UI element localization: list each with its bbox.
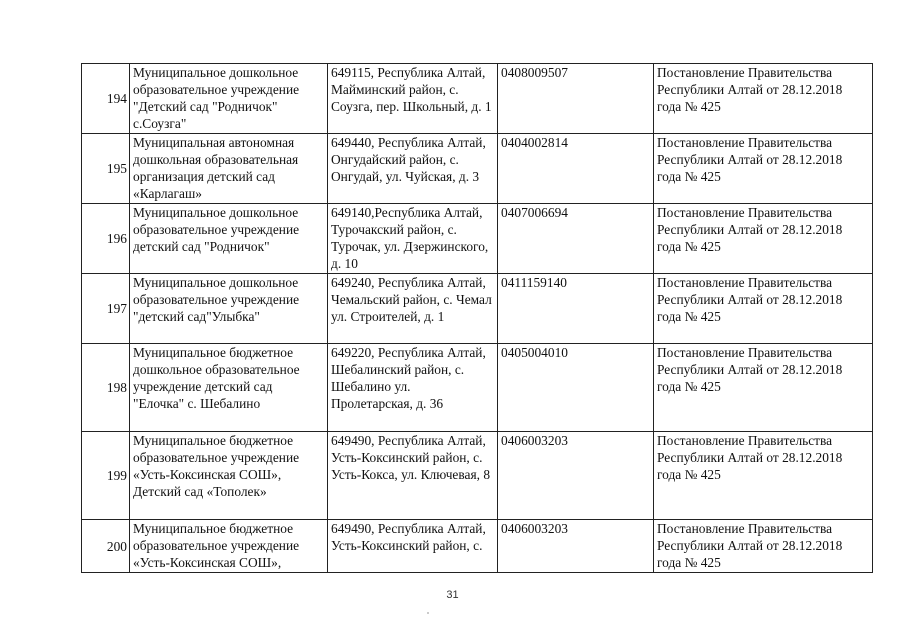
organization-address: 649140,Республика Алтай, Турочакский район, с. Турочак, ул. Дзержинского, д. 10 (328, 204, 498, 274)
row-number: 194 (82, 64, 130, 134)
scan-speck (427, 612, 429, 614)
row-number: 199 (82, 432, 130, 520)
organization-address: 649490, Республика Алтай, Усть-Коксинский район, с. (328, 520, 498, 573)
organizations-table (81, 63, 873, 573)
table-row (82, 64, 873, 134)
page-number: 31 (446, 589, 459, 601)
row-number: 197 (82, 274, 130, 344)
row-number: 198 (82, 344, 130, 432)
legal-basis: Постановление Правительства Республики Алтай от 28.12.2018 года № 425 (654, 520, 873, 573)
row-number: 196 (82, 204, 130, 274)
organization-name: Муниципальное бюджетное образовательное учреждение «Усть-Коксинская СОШ», Детский сад «Тополек» (130, 432, 328, 520)
organization-inn: 0408009507 (498, 64, 654, 134)
organization-inn: 0406003203 (498, 432, 654, 520)
organization-address: 649490, Республика Алтай, Усть-Коксинский район, с. Усть-Кокса, ул. Ключевая, 8 (328, 432, 498, 520)
organization-address: 649115, Республика Алтай, Майминский район, с. Соузга, пер. Школьный, д. 1 (328, 64, 498, 134)
organization-name: Муниципальное дошкольное образовательное учреждение "Детский сад "Родничок" с.Соузга" (130, 64, 328, 134)
row-number: 200 (82, 520, 130, 573)
organization-name: Муниципальное бюджетное дошкольное образовательное учреждение детский сад "Елочка" с. Шебалино (130, 344, 328, 432)
organization-inn: 0411159140 (498, 274, 654, 344)
legal-basis: Постановление Правительства Республики Алтай от 28.12.2018 года № 425 (654, 432, 873, 520)
table-row (82, 134, 873, 204)
organization-inn: 0407006694 (498, 204, 654, 274)
table-row (82, 274, 873, 344)
organization-address: 649240, Республика Алтай, Чемальский район, с. Чемал ул. Строителей, д. 1 (328, 274, 498, 344)
table-row (82, 204, 873, 274)
organization-name: Муниципальное дошкольное образовательное учреждение "детский сад"Улыбка" (130, 274, 328, 344)
legal-basis: Постановление Правительства Республики Алтай от 28.12.2018 года № 425 (654, 134, 873, 204)
table-row (82, 432, 873, 520)
legal-basis: Постановление Правительства Республики Алтай от 28.12.2018 года № 425 (654, 64, 873, 134)
organization-inn: 0406003203 (498, 520, 654, 573)
organization-address: 649440, Республика Алтай, Онгудайский район, с. Онгудай, ул. Чуйская, д. 3 (328, 134, 498, 204)
row-number: 195 (82, 134, 130, 204)
organization-address: 649220, Республика Алтай, Шебалинский район, с. Шебалино ул. Пролетарская, д. 36 (328, 344, 498, 432)
organization-inn: 0405004010 (498, 344, 654, 432)
legal-basis: Постановление Правительства Республики Алтай от 28.12.2018 года № 425 (654, 344, 873, 432)
organization-name: Муниципальное бюджетное образовательное учреждение «Усть-Коксинская СОШ», (130, 520, 328, 573)
organization-name: Муниципальное дошкольное образовательное учреждение детский сад "Родничок" (130, 204, 328, 274)
legal-basis: Постановление Правительства Республики Алтай от 28.12.2018 года № 425 (654, 204, 873, 274)
table-row (82, 344, 873, 432)
table-row (82, 520, 873, 573)
organization-name: Муниципальная автономная дошкольная образовательная организация детский сад «Карлагаш» (130, 134, 328, 204)
organization-inn: 0404002814 (498, 134, 654, 204)
legal-basis: Постановление Правительства Республики Алтай от 28.12.2018 года № 425 (654, 274, 873, 344)
